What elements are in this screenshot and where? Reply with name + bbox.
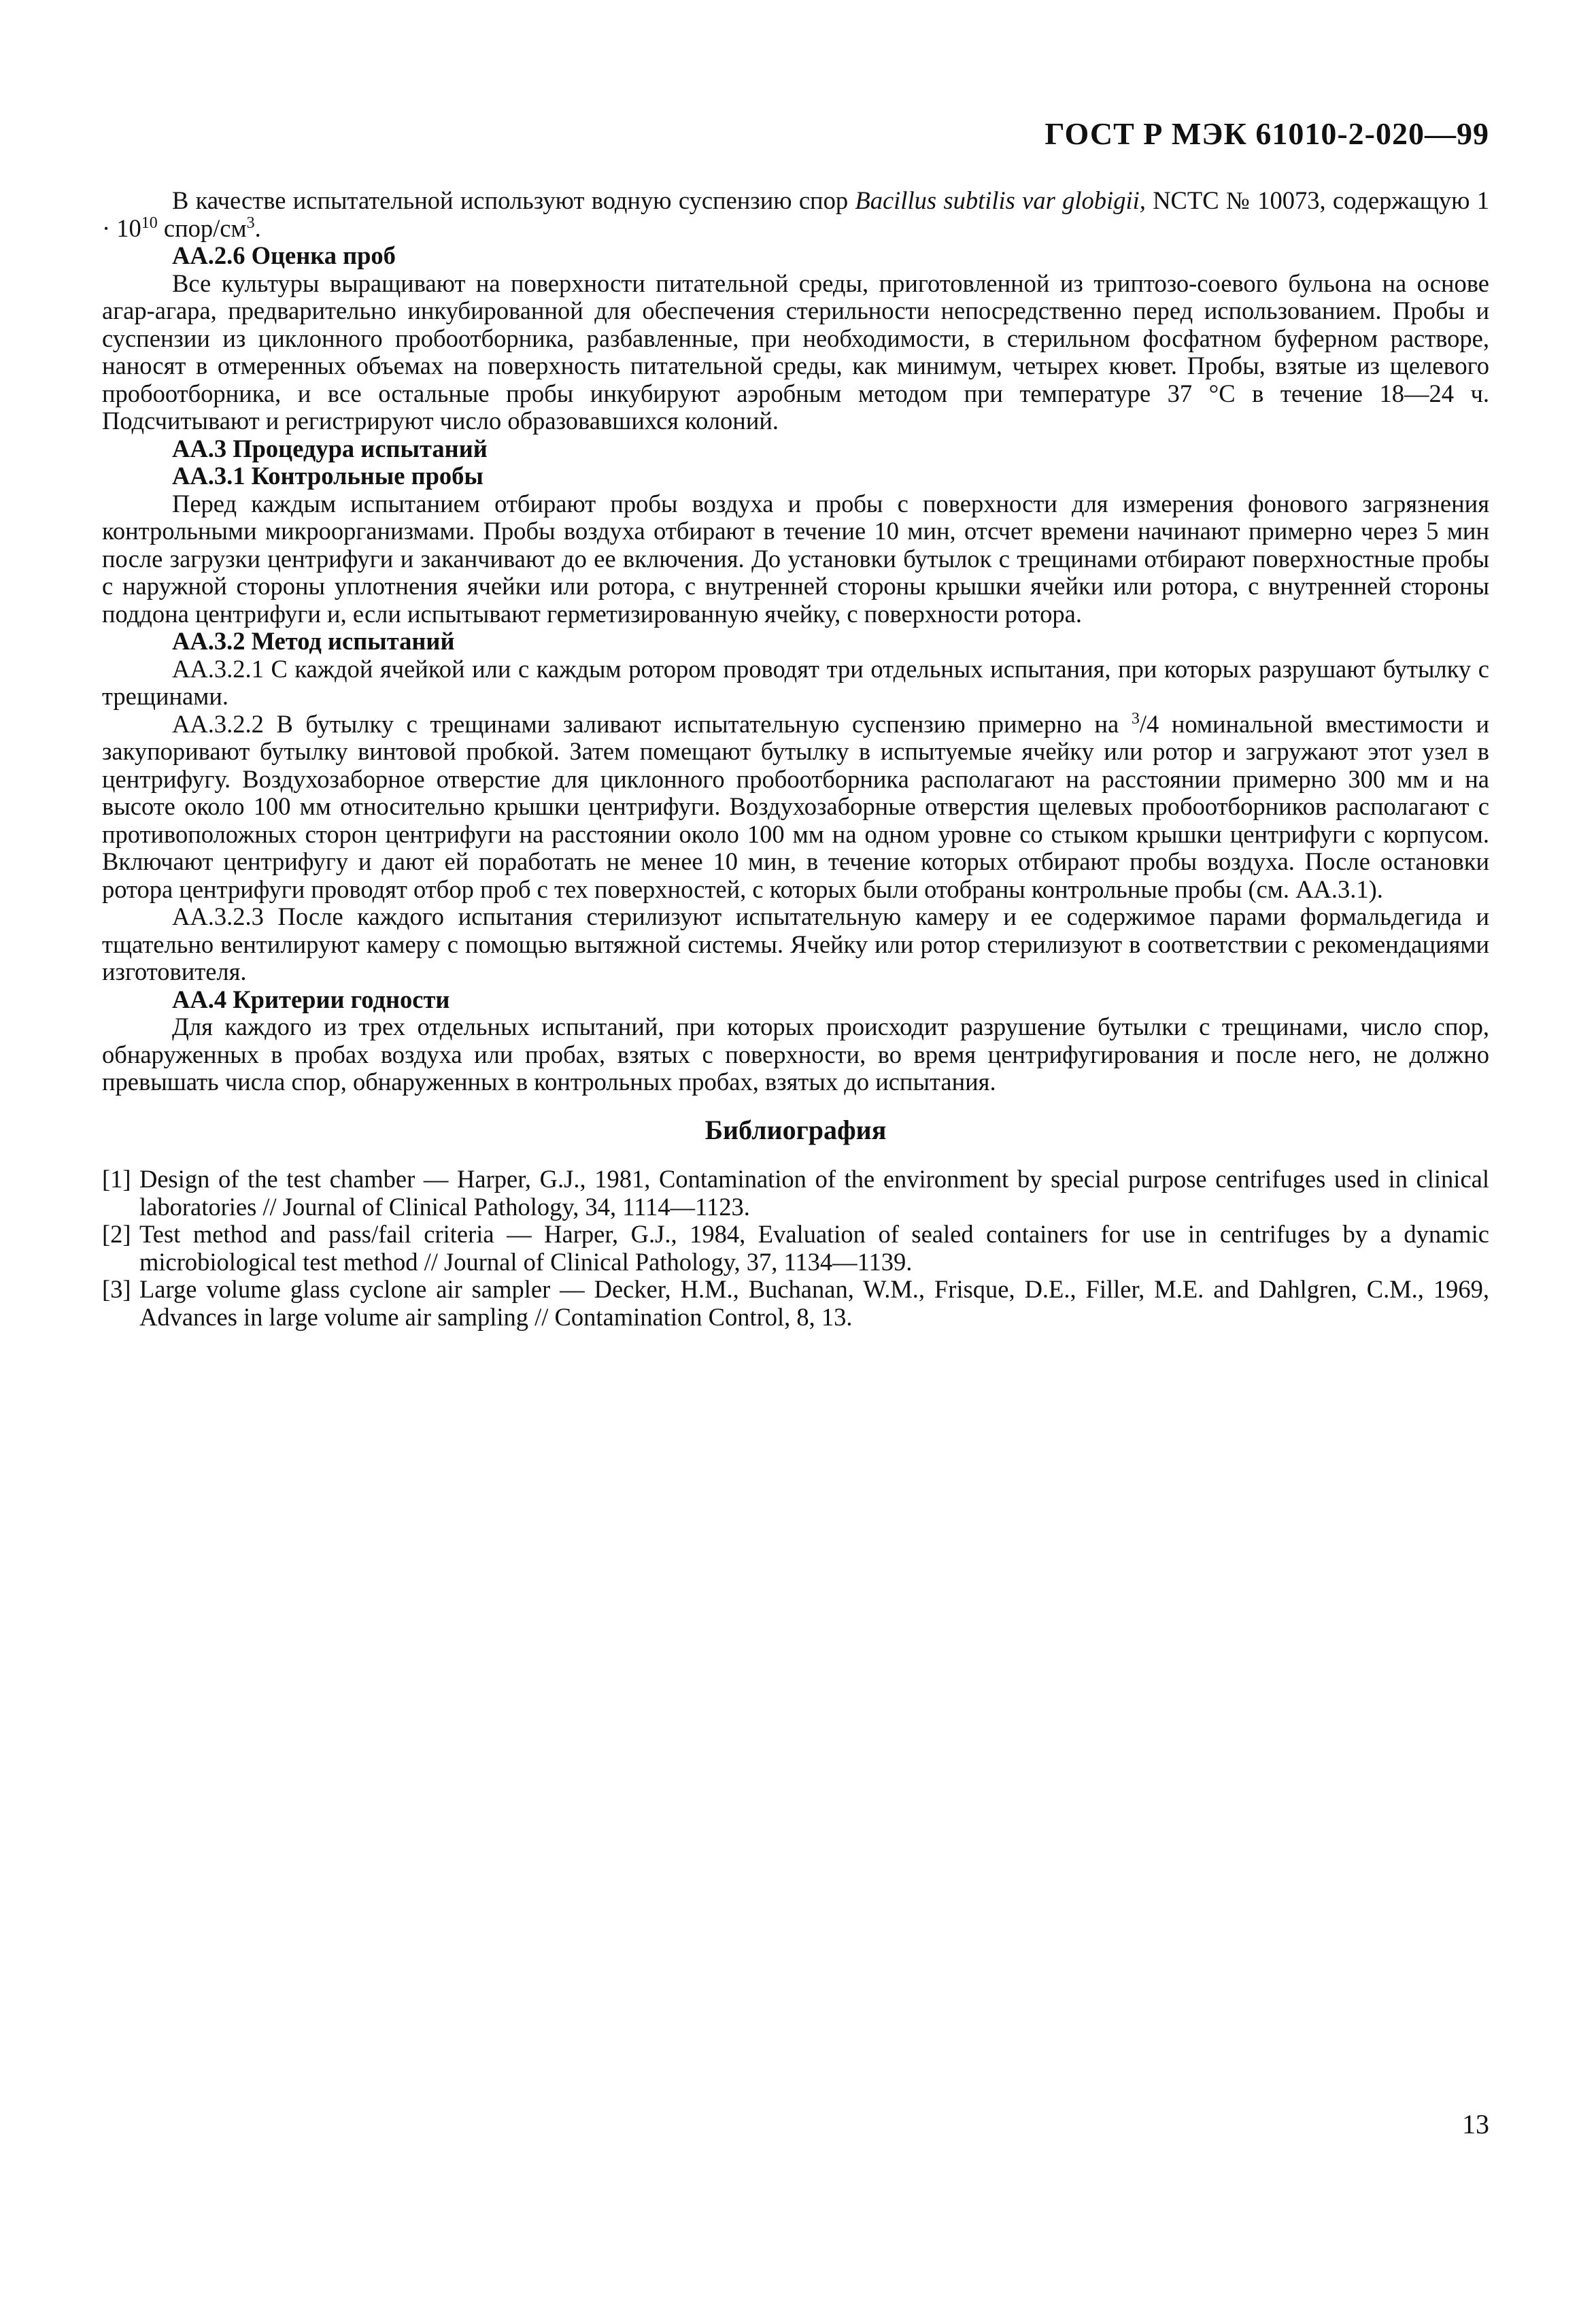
section-body-aa26: Все культуры выращивают на поверхности питательной среды, приготовленной из триптозо-соевого бульона на основе агар-агара, предварительно инкубированной для обеспечения стерильности непосредственно перед использованием. Пробы и суспензии из циклонного пробоотборника, разбавленные, при необходимости, в стерильном фосфатном буферном растворе, наносят в отмеренных объемах на поверхность питательной среды, как минимум, четырех кювет. Пробы, взятые из щелевого пробоотборника, и все остальные пробы инкубируют аэробным методом при температуре 37 °С в течение 18—24 ч. Подсчитывают и регистрируют число образовавшихся колоний. [102,269,1489,435]
bibliography-item [102,1221,1489,1276]
intro-text: В качестве испытательной используют водную суспензию спор [172,186,855,214]
section-number: АА.4 [172,985,227,1013]
section-body-aa4: Для каждого из трех отдельных испытаний, при которых происходит разрушение бутылки с трещинами, число спор, обнаруженных в пробах воздуха или пробах, взятых с поверхности, во время центрифугирования и после него, не должно превышать числа спор, обнаруженных в контрольных пробах, взятых до испытания. [102,1013,1489,1096]
section-body-aa31: Перед каждым испытанием отбирают пробы воздуха и пробы с поверхности для измерения фонового загрязнения контрольными микроорганизмами. Пробы воздуха отбирают в течение 10 мин, отсчет времени начинают примерно через 5 мин после загрузки центрифуги и заканчивают до ее включения. До установки бутылок с трещинами отбирают поверхностные пробы с наружной стороны уплотнения ячейки или ротора, с внутренней стороны крышки ячейки или ротора, с внутренней стороны поддона центрифуги и, если испытывают герметизированную ячейку, с поверхности ротора. [102,489,1489,628]
section-number: АА.3.1 [172,462,245,490]
section-heading-aa26 [102,242,1489,270]
exponent: 10 [141,214,158,232]
section-number: АА.3 [172,434,227,462]
intro-text: . [254,214,261,242]
paragraph-text: АА.3.2.2 В бутылку с трещинами заливают испытательную суспензию примерно на [172,709,1132,738]
document-header: ГОСТ Р МЭК 61010-2-020—99 [1045,116,1489,151]
fraction-denominator: /4 [1139,709,1159,738]
paragraph-aa322 [102,711,1489,904]
section-title: Метод испытаний [251,627,455,655]
exponent: 3 [246,214,255,232]
fraction-numerator: 3 [1131,709,1140,728]
section-heading-aa4 [102,986,1489,1014]
bibliography-title: Библиография [704,1114,887,1145]
section-heading-aa31 [102,462,1489,490]
intro-paragraph [102,187,1489,242]
intro-text: спор/см [157,214,247,242]
section-title: Контрольные пробы [251,462,483,490]
document-body [102,187,1489,1331]
intro-text: NCTC № 10073, содержащую 1 · 10 [102,186,1489,242]
section-title: Критерии годности [233,985,450,1013]
reference-number: [2] [102,1220,131,1248]
bibliography-item [102,1166,1489,1221]
bibliography-item [102,1276,1489,1331]
reference-number: [1] [102,1165,131,1193]
section-title: Оценка проб [251,241,396,269]
paragraph-aa321: АА.3.2.1 С каждой ячейкой или с каждым ротором проводят три отдельных испытания, при которых разрушают бутылку с трещинами. [102,654,1489,710]
section-number: АА.2.6 [172,241,245,269]
bibliography-list [102,1166,1489,1331]
paragraph-text: номинальной вместимости и закупоривают бутылку винтовой пробкой. Затем помещают бутылку в испытуемые ячейку или ротор и загружают этот узел в центрифугу. Воздухозаборное отверстие для циклонного пробоотборника располагают на расстоянии примерно 300 мм и на высоте около 100 мм относительно крышки центрифуги. Воздухозаборные отверстия щелевых пробоотборников располагают с противоположных сторон центрифуги на расстоянии около 100 мм на одном уровне со стыком крышки центрифуги с корпусом. Включают центрифугу и дают ей поработать не менее 10 мин, в течение которых отбирают пробы воздуха. После остановки ротора центрифуги проводят отбор проб с тех поверхностей, с которых были отобраны контрольные пробы (см. АА.3.1). [102,709,1489,903]
section-heading-aa3 [102,435,1489,463]
organism-name: Bacillus subtilis var globigii, [855,186,1146,214]
section-number: АА.3.2 [172,627,245,655]
section-title: Процедура испытаний [233,434,488,462]
reference-text: Test method and pass/fail criteria — Harper, G.J., 1984, Evaluation of sealed containers for use in centrifuges by a dynamic microbiological test method // Journal of Clinical Pathology, 37, 1134—1139. [139,1220,1489,1276]
paragraph-aa323: АА.3.2.3 После каждого испытания стерилизуют испытательную камеру и ее содержимое парами формальдегида и тщательно вентилируют камеру с помощью вытяжной системы. Ячейку или ротор стерилизуют в соответствии с рекомендациями изготовителя. [102,902,1489,985]
reference-text: Design of the test chamber — Harper, G.J., 1981, Contamination of the environment by special purpose centrifuges used in clinical laboratories // Journal of Clinical Pathology, 34, 1114—1123. [139,1165,1489,1221]
page-number: 13 [1462,2109,1489,2139]
reference-text: Large volume glass cyclone air sampler — Decker, H.M., Buchanan, W.M., Frisque, D.E., Filler, M.E. and Dahlgren, C.M., 1969, Advances in large volume air sampling // Contamination Control, 8, 13. [139,1275,1489,1331]
section-heading-aa32 [102,628,1489,656]
reference-number: [3] [102,1275,131,1303]
